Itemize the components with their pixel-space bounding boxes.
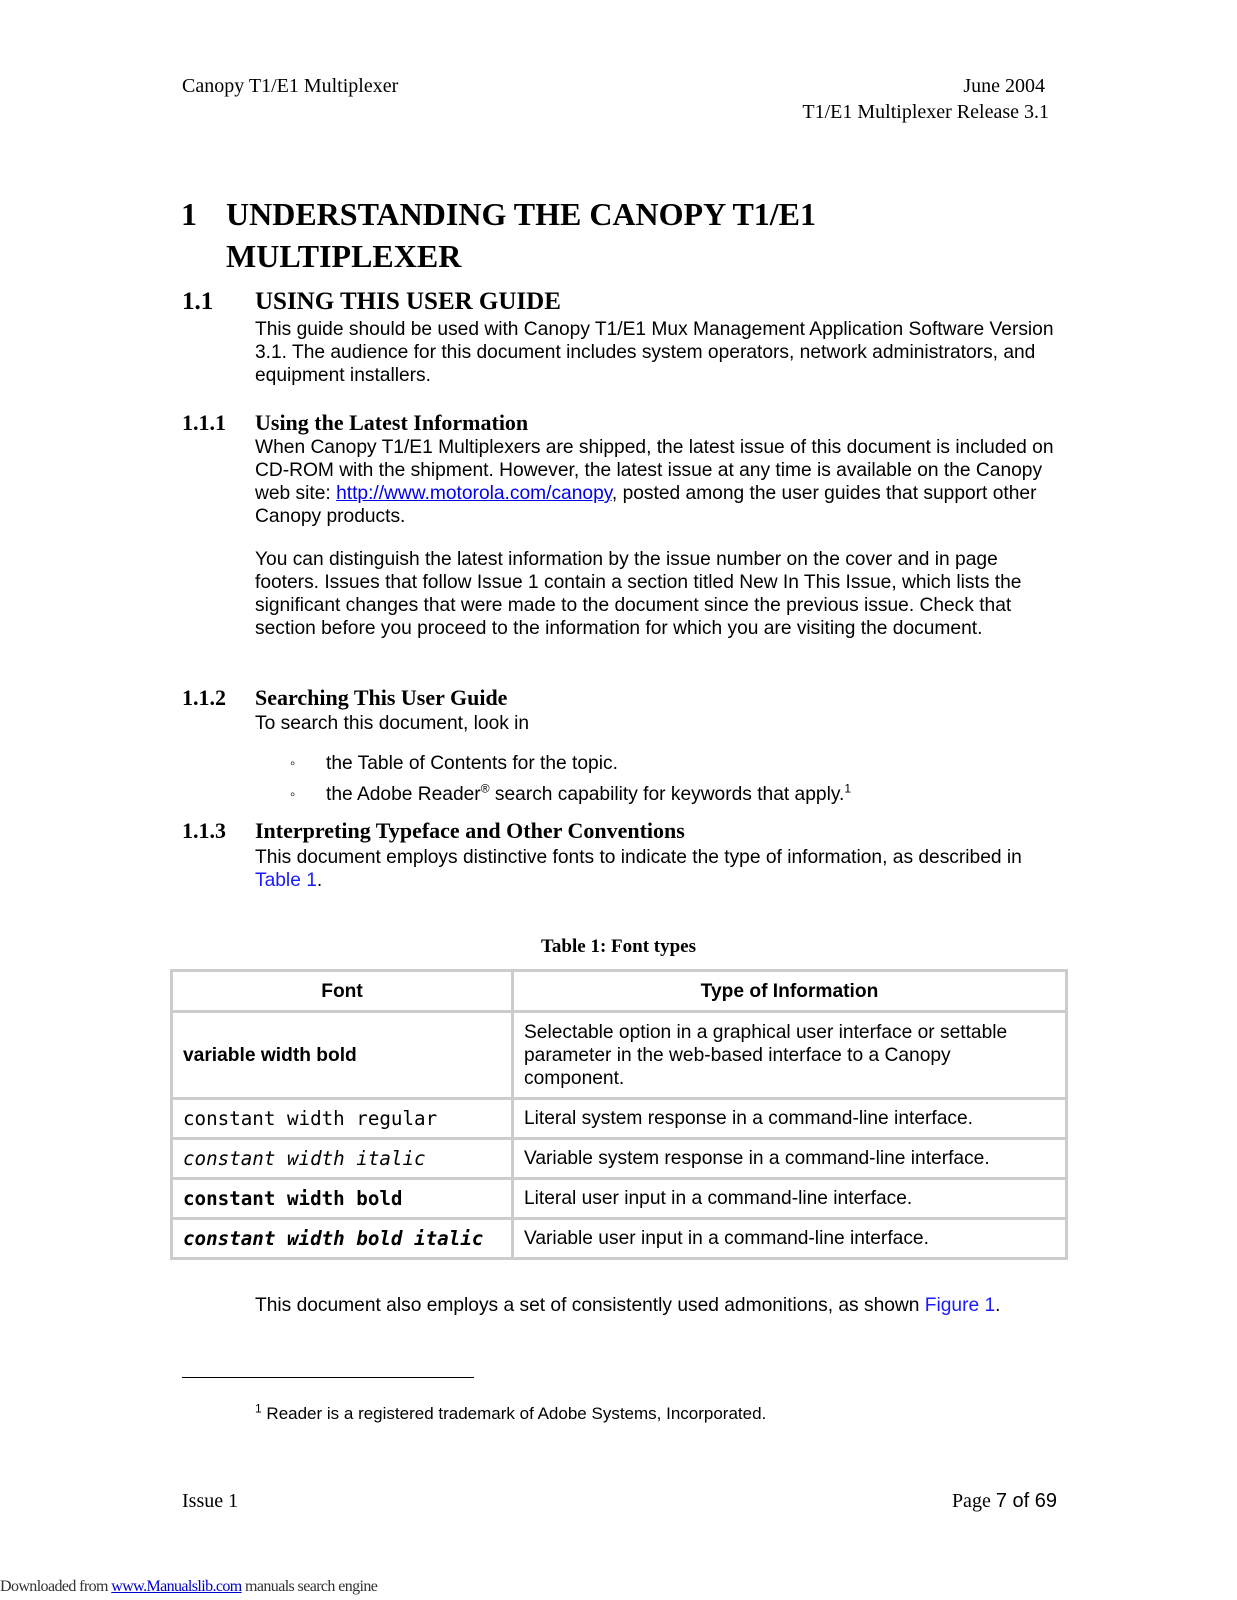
footnote [255, 1401, 767, 1424]
chapter-title [226, 193, 816, 277]
font-cell: constant width bold [172, 1179, 513, 1219]
figure-1-cross-reference[interactable]: Figure 1 [924, 1295, 996, 1316]
footnote-mark: 1 [255, 1401, 262, 1416]
font-cell: constant width regular [172, 1099, 513, 1139]
running-header-title: Canopy T1/E1 Multiplexer [182, 75, 399, 97]
footnote-text: Reader is a registered trademark of Adobe Systems, Incorporated. [261, 1404, 767, 1423]
info-cell: Literal user input in a command-line interface. [513, 1179, 1067, 1219]
section-1-1-1-title: Using the Latest Information [255, 410, 529, 435]
admonitions-paragraph [255, 1294, 1001, 1317]
table-row [172, 1139, 1067, 1179]
table-row [172, 1012, 1067, 1099]
paragraph-text: This document also employs a set of consistently used admonitions, as shown [255, 1295, 925, 1316]
banner-text: manuals search engine [241, 1578, 378, 1595]
page-count: 7 of 69 [995, 1490, 1057, 1512]
footer-issue: Issue 1 [182, 1490, 239, 1512]
font-cell: constant width italic [172, 1139, 513, 1179]
bullet-item-adobe-reader [326, 783, 851, 806]
paragraph-text: , posted among the user guides that support other Canopy products. [255, 483, 1037, 527]
column-header-font: Font [172, 971, 513, 1012]
section-1-1-1-number: 1.1.1 [182, 410, 226, 435]
section-1-1-3-title: Interpreting Typeface and Other Conventions [255, 818, 685, 843]
table-header-row [172, 971, 1067, 1012]
bullet-marker: ◦ [290, 755, 296, 772]
column-header-type-of-information: Type of Information [513, 971, 1067, 1012]
bullet-item-table-of-contents: the Table of Contents for the topic. [326, 753, 618, 774]
section-1-1-2-title: Searching This User Guide [255, 685, 508, 710]
chapter-number: 1 [181, 196, 197, 232]
footer-page-number [952, 1490, 1057, 1513]
running-header-release: T1/E1 Multiplexer Release 3.1 [802, 101, 1049, 123]
manualslib-link[interactable]: www.Manualslib.com [111, 1578, 242, 1595]
section-1-1-1-paragraph-2: You can distinguish the latest information by the issue number on the cover and in page footers. Issues that follow Issue 1 contain a section titled New In This Issue, which lists the significant changes that were made to the document since the previous issue. Check that section before you proceed to the information for which you are visiting the document. [255, 549, 1022, 639]
table-1-cross-reference[interactable]: Table 1 [255, 870, 317, 891]
banner-text: Downloaded from [0, 1578, 112, 1595]
section-1-1-number: 1.1 [182, 288, 214, 315]
bullet-text: the Adobe Reader [326, 784, 481, 805]
registered-mark: ® [480, 781, 490, 796]
page-label: Page [951, 1490, 996, 1512]
section-1-1-paragraph: This guide should be used with Canopy T1/E1 Mux Management Application Software Version 3.1. The audience for this document includes system operators, network administrators, and equipment installers. [255, 319, 1054, 386]
font-cell: variable width bold [172, 1012, 513, 1099]
section-1-1-3-paragraph [255, 846, 1055, 892]
chapter-title-line1: UNDERSTANDING THE CANOPY T1/E1 [226, 196, 817, 232]
footnote-separator [182, 1377, 474, 1378]
paragraph-text: . [995, 1295, 1001, 1316]
chapter-title-line2: MULTIPLEXER [226, 238, 462, 274]
table-row [172, 1099, 1067, 1139]
download-banner [0, 1578, 377, 1596]
table-row [172, 1219, 1067, 1259]
paragraph-text: When Canopy T1/E1 Multiplexers are shipped, the latest issue of this document is included on CD-ROM with the shipment. However, the latest issue at any time is available on the Canopy web site: [255, 437, 1054, 504]
font-cell: constant width bold italic [172, 1219, 513, 1259]
section-1-1-title: USING THIS USER GUIDE [255, 288, 561, 315]
bullet-marker: ◦ [290, 786, 296, 803]
info-cell: Variable system response in a command-line interface. [513, 1139, 1067, 1179]
font-types-table [170, 969, 1068, 1260]
bullet-text: search capability for keywords that apply. [489, 784, 845, 805]
section-1-1-1-paragraph-1 [255, 436, 1055, 528]
section-1-1-2-intro: To search this document, look in [255, 713, 530, 734]
section-1-1-2-number: 1.1.2 [182, 685, 226, 710]
running-header-date: June 2004 [963, 75, 1045, 97]
footnote-reference[interactable]: 1 [844, 781, 852, 796]
canopy-website-link[interactable]: http://www.motorola.com/canopy [336, 483, 612, 504]
section-1-1-3-number: 1.1.3 [182, 818, 226, 843]
info-cell: Variable user input in a command-line interface. [513, 1219, 1067, 1259]
info-cell: Selectable option in a graphical user interface or settable parameter in the web-based interface to a Canopy component. [513, 1012, 1067, 1099]
paragraph-text: . [316, 870, 323, 891]
table-caption: Table 1: Font types [540, 936, 696, 957]
table-row [172, 1179, 1067, 1219]
paragraph-text: This document employs distinctive fonts to indicate the type of information, as described in [255, 847, 1022, 868]
info-cell: Literal system response in a command-line interface. [513, 1099, 1067, 1139]
